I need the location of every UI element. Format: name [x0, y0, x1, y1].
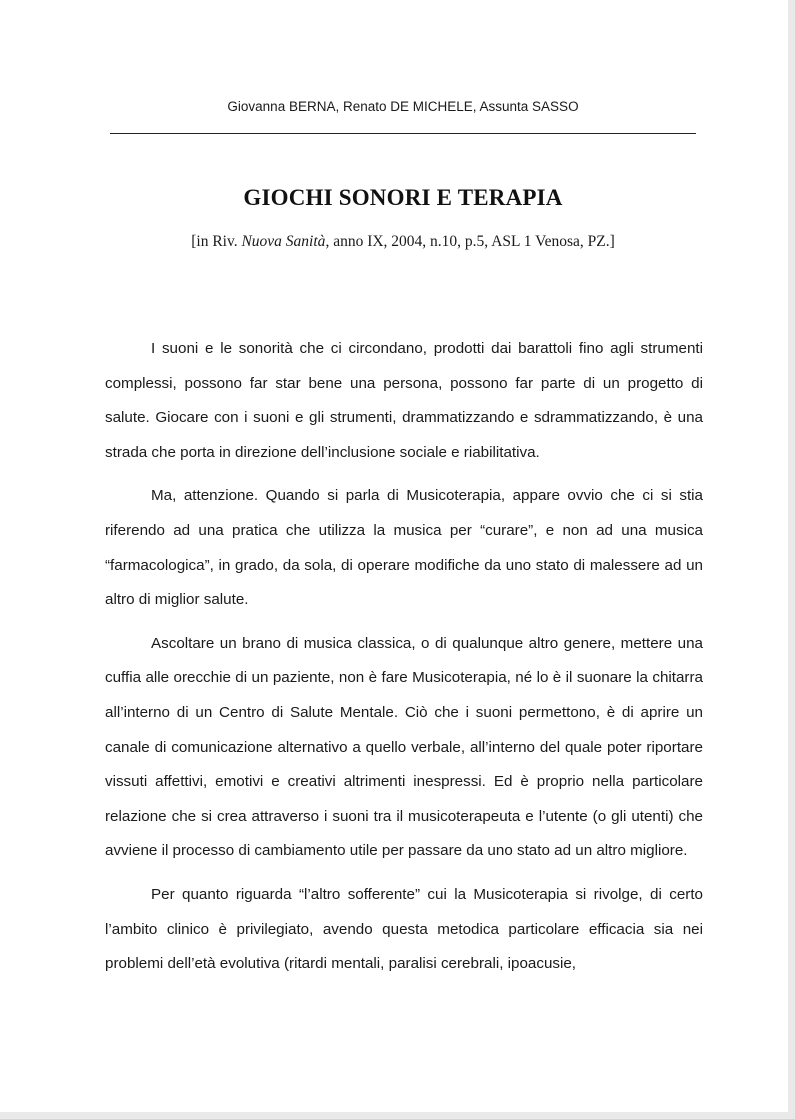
article-body — [105, 332, 703, 991]
citation-prefix: [in Riv. — [191, 233, 242, 250]
body-paragraph: I suoni e le sonorità che ci circondano, prodotti dai barattoli fino agli strumenti complessi, possono far star bene una persona, possono far parte di un progetto di salute. Giocare con i suoni e gli strumenti, drammatizzando e sdrammatizzando, è una strada che porta in direzione dell’inclusione sociale e riabilitativa. — [105, 340, 703, 461]
body-paragraph: Ascoltare un brano di musica classica, o di qualunque altro genere, mettere una cuffia alle orecchie di un paziente, non è fare Musicoterapia, né lo è il suonare la chitarra all’interno di un Centro di Salute Mentale. Ciò che i suoni permettono, è di aprire un canale di comunicazione alternativo a quello verbale, all’interno del quale poter riportare vissuti affettivi, emotivi e creativi altrimenti inespressi. Ed è proprio nella particolare relazione che si crea attraverso i suoni tra il musicoterapeuta e l’utente (o gli utenti) che avviene il processo di cambiamento utile per passare da uno stato ad un altro migliore. — [105, 634, 703, 860]
citation-suffix: , anno IX, 2004, n.10, p.5, ASL 1 Venosa, PZ.] — [325, 233, 615, 250]
article-citation — [0, 233, 788, 251]
citation-journal: Nuova Sanità — [241, 233, 326, 250]
header-divider — [110, 133, 696, 134]
body-paragraph: Ma, attenzione. Quando si parla di Musicoterapia, appare ovvio che ci si stia riferendo ad una pratica che utilizza la musica per “curare”, e non ad una musica “farmacologica”, in grado, da sola, di operare modifiche da uno stato di malessere ad un altro di miglior salute. — [105, 487, 703, 609]
running-header-authors: Giovanna BERNA, Renato DE MICHELE, Assunta SASSO — [227, 99, 579, 114]
body-paragraph: Per quanto riguarda “l’altro sofferente” cui la Musicoterapia si rivolge, di certo l’ambito clinico è privilegiato, avendo questa metodica particolare efficacia sia nei problemi dell’età evolutiva (ritardi mentali, paralisi cerebrali, ipoacusie, — [105, 885, 703, 973]
article-title: GIOCHI SONORI E TERAPIA — [243, 185, 563, 210]
